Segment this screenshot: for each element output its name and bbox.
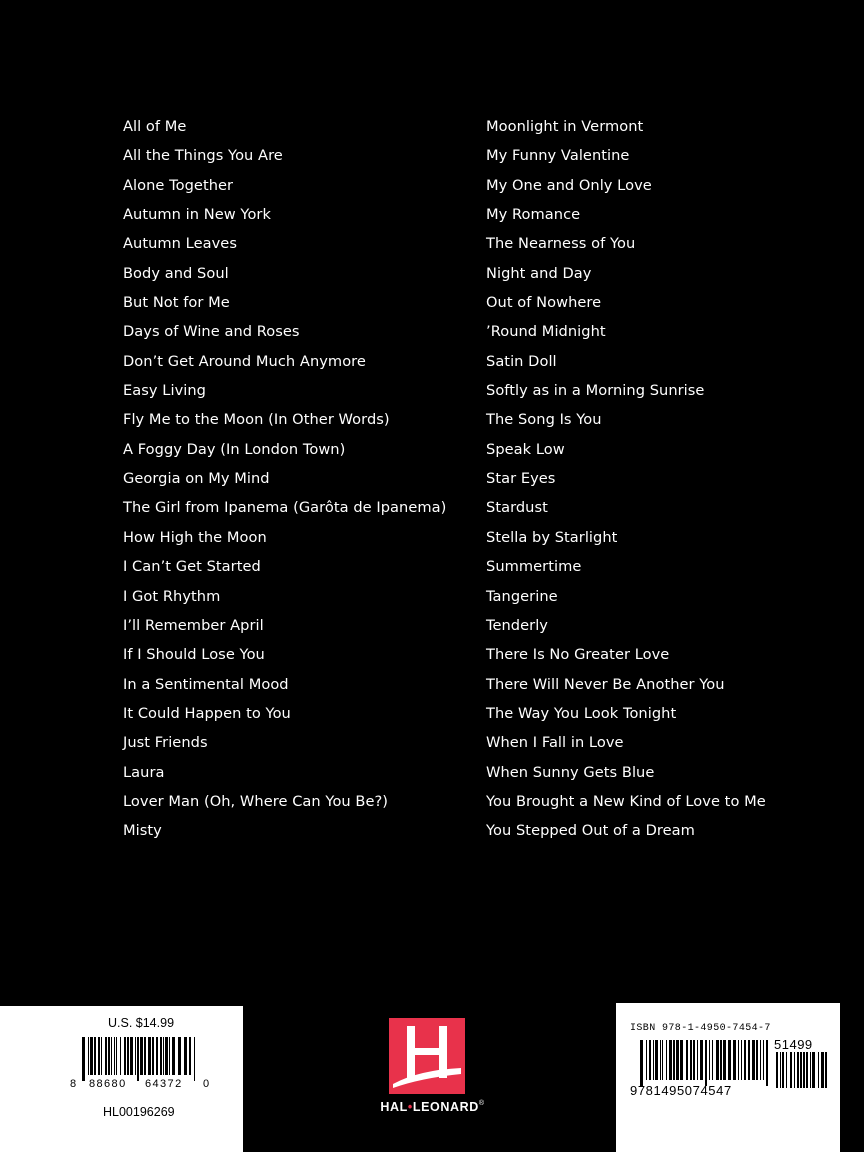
song-list-right	[486, 116, 826, 850]
hal-leonard-wordmark	[345, 1100, 520, 1114]
song-title: Georgia on My Mind	[123, 470, 270, 488]
song-title: All of Me	[123, 118, 187, 135]
song-title: Misty	[123, 822, 162, 840]
song-title: Alone Together	[123, 176, 234, 194]
hal-leonard-logo-icon	[389, 1018, 465, 1094]
song-title: Just Friends	[123, 734, 208, 752]
song-title: Stardust	[486, 499, 548, 517]
song-title: There Is No Greater Love	[486, 646, 670, 664]
isbn-ean-number: 9781495074547	[630, 1083, 732, 1098]
upc-left-digits: 88680	[89, 1078, 127, 1090]
song-title: How High the Moon	[123, 528, 267, 546]
price-barcode-panel	[0, 1006, 243, 1152]
song-title: Night and Day	[486, 264, 592, 282]
song-title: Moonlight in Vermont	[486, 118, 644, 135]
song-list-left	[123, 116, 463, 850]
song-title: Satin Doll	[486, 352, 557, 370]
song-title: But Not for Me	[123, 294, 230, 312]
song-title: Don’t Get Around Much Anymore	[123, 352, 366, 370]
registered-mark: ®	[478, 1100, 485, 1107]
upc-lead-digit: 8	[70, 1078, 77, 1090]
song-title: The Way You Look Tonight	[486, 704, 677, 722]
song-title: I’ll Remember April	[123, 616, 264, 634]
song-title: Autumn Leaves	[123, 235, 237, 253]
hal-leonard-logo	[345, 1018, 520, 1123]
song-title: Softly as in a Morning Sunrise	[486, 382, 705, 400]
song-title: ’Round Midnight	[486, 323, 606, 341]
song-title: The Nearness of You	[486, 235, 636, 253]
song-title: My Romance	[486, 206, 581, 224]
song-title: Tangerine	[486, 587, 558, 605]
song-title: It Could Happen to You	[123, 704, 291, 722]
song-title: All the Things You Are	[123, 147, 283, 165]
song-title: Tenderly	[486, 616, 548, 634]
song-title: A Foggy Day (In London Town)	[123, 440, 346, 458]
song-title: My Funny Valentine	[486, 147, 630, 165]
song-title: Out of Nowhere	[486, 294, 602, 312]
logo-dot: •	[407, 1100, 413, 1114]
logo-text-hal: HAL	[380, 1100, 408, 1114]
song-title: The Song Is You	[486, 411, 602, 429]
song-title: If I Should Lose You	[123, 646, 265, 664]
song-title: When Sunny Gets Blue	[486, 763, 655, 781]
song-title: When I Fall in Love	[486, 734, 624, 752]
song-title: Summertime	[486, 558, 582, 576]
product-code: HL00196269	[103, 1105, 175, 1119]
song-title: I Can’t Get Started	[123, 558, 261, 576]
song-title: Easy Living	[123, 382, 206, 400]
song-title: My One and Only Love	[486, 176, 652, 194]
song-title: Speak Low	[486, 440, 565, 458]
isbn-label: ISBN 978-1-4950-7454-7	[630, 1023, 771, 1034]
song-title: Days of Wine and Roses	[123, 323, 300, 341]
isbn-addon-number: 51499	[774, 1037, 813, 1052]
song-title: Star Eyes	[486, 470, 556, 488]
logo-text-leonard: LEONARD	[412, 1100, 479, 1114]
song-title: I Got Rhythm	[123, 587, 221, 605]
song-title: Stella by Starlight	[486, 528, 618, 546]
song-title: You Stepped Out of a Dream	[486, 822, 695, 840]
song-title: Body and Soul	[123, 264, 229, 282]
song-title: Laura	[123, 763, 165, 781]
song-title: There Will Never Be Another You	[486, 675, 725, 693]
song-title: You Brought a New Kind of Love to Me	[486, 792, 766, 810]
song-title: In a Sentimental Mood	[123, 675, 289, 693]
upc-check-digit: 0	[203, 1078, 210, 1090]
song-title: Fly Me to the Moon (In Other Words)	[123, 411, 390, 429]
song-title: Lover Man (Oh, Where Can You Be?)	[123, 792, 389, 810]
song-title: Autumn in New York	[123, 206, 271, 224]
upc-right-digits: 64372	[145, 1078, 183, 1090]
isbn-barcode-panel	[616, 1003, 840, 1152]
song-title: The Girl from Ipanema (Garôta de Ipanema)	[123, 499, 447, 517]
price-label: U.S. $14.99	[108, 1016, 175, 1030]
